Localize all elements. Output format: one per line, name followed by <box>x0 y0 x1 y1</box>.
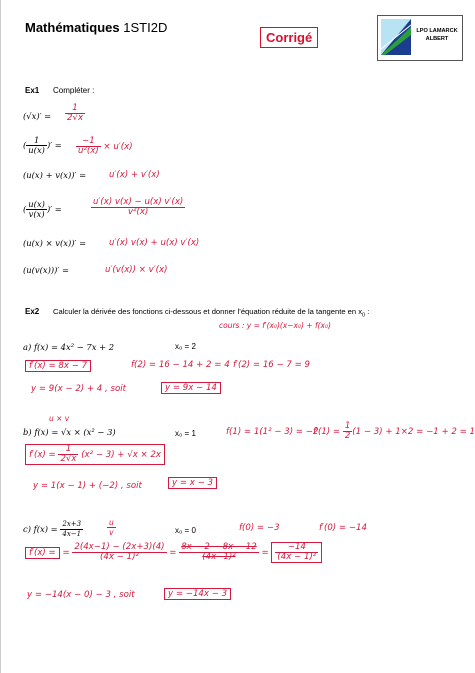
ex2c-derivative: f′(x) = = $\frac{2(4x-1) - (2x+3)(4)}{\text{(4x − 1)²}}$ = $\frac{8x - 2 - 8x - 12}{\text{(4x−1)²}}$ = $\frac{-14}{\text{(4x − 1)²}}$ <box>25 542 322 563</box>
ex1-row6-formula: (u(v(x)))′ = <box>23 265 70 275</box>
ex1-row6-answer: u′(v(x)) × v′(x) <box>105 265 168 275</box>
ex1-instruction: Compléter : <box>53 86 95 95</box>
ex2-label: Ex2 <box>25 307 40 316</box>
ex2b-f-x0: f(1) = 1(1² − 3) = −2 <box>226 427 319 437</box>
ex1-row2-formula: ( $\frac{1}{u(x)}$ )′ = <box>23 135 62 155</box>
ex2c-tangent-result: y = −14x − 3 <box>164 588 231 600</box>
ex2a-function: a) f(x) = 4x² − 7x + 2 <box>23 342 115 352</box>
ex2b-tangent-result: y = x − 3 <box>168 477 217 489</box>
logo-text: LPO LAMARCK ALBERT <box>416 28 458 42</box>
ex2b-derivative: f′(x) = $\frac{1}{2√x}$ (x² − 3) + √x × 2x <box>25 444 165 465</box>
ex2b-function: b) f(x) = √x × (x² − 3) <box>23 427 116 437</box>
ex2b-fprime-x0: f′(1) = $\frac{1}{2}$ (1 − 3) + 1×2 = −1 + 2 = 1 <box>313 421 475 441</box>
ex1-row2-answer: $\frac{-1}{\text{u²(x)}}$ × u′(x) <box>78 136 133 156</box>
ex1-row3-formula: (u(x) + v(x))′ = <box>23 170 87 180</box>
ex2a-derivative: f′(x) = 8x − 7 <box>25 360 91 372</box>
ex2c-function: c) f(x) = $\frac{2x+3}{4x-1}$ <box>23 520 82 538</box>
ex1-row3-answer: u′(x) + v′(x) <box>109 170 160 180</box>
logo-graphic <box>381 19 411 55</box>
ex1-row4-formula: ( $\frac{u(x)}{v(x)}$ )′ = <box>23 199 62 219</box>
ex2b-annotation: u × v <box>49 414 70 423</box>
page-title: Mathématiques 1STI2D <box>25 20 168 35</box>
ex2a-tangent-work: y = 9(x − 2) + 4 , soit <box>31 384 126 394</box>
ex2a-tangent-result: y = 9x − 14 <box>161 382 221 394</box>
ex1-row1-answer: $\frac{1}{2√x}$ <box>67 103 84 123</box>
ex2c-tangent-work: y = −14(x − 0) − 3 , soit <box>27 590 135 600</box>
ex2a-x0: x₀ = 2 <box>175 342 196 351</box>
ex2a-f-x0: f(2) = 16 − 14 + 2 = 4 <box>131 360 230 370</box>
corrige-badge: Corrigé <box>260 27 318 48</box>
ex1-row5-formula: (u(x) × v(x))′ = <box>23 238 87 248</box>
ex2c-annotation: $\frac{u}{v}$ <box>109 518 114 537</box>
ex2b-x0: x₀ = 1 <box>175 429 196 438</box>
tangent-formula-reminder: cours : y = f′(x₀)(x−x₀) + f(x₀) <box>219 321 331 330</box>
school-logo <box>377 15 463 61</box>
ex2-instruction: Calculer la dérivée des fonctions ci-dessous et donner l’équation réduite de la tangente en $x_0$ : <box>53 307 370 319</box>
ex1-label: Ex1 <box>25 86 40 95</box>
ex2c-fprime-x0: f′(0) = −14 <box>319 523 367 533</box>
ex1-row4-answer: $\frac{u'(x) v(x) - u(x) v'(x)}{\text{v²(x)}}$ <box>93 197 184 217</box>
ex2c-f-x0: f(0) = −3 <box>239 523 280 533</box>
ex1-row5-answer: u′(x) v(x) + u(x) v′(x) <box>109 238 200 248</box>
ex2a-fprime-x0: f′(2) = 16 − 7 = 9 <box>233 360 311 370</box>
ex2c-x0: x₀ = 0 <box>175 526 196 535</box>
ex1-row1-formula: (√x)′ = <box>23 111 52 121</box>
ex2b-tangent-work: y = 1(x − 1) + (−2) , soit <box>33 481 142 491</box>
